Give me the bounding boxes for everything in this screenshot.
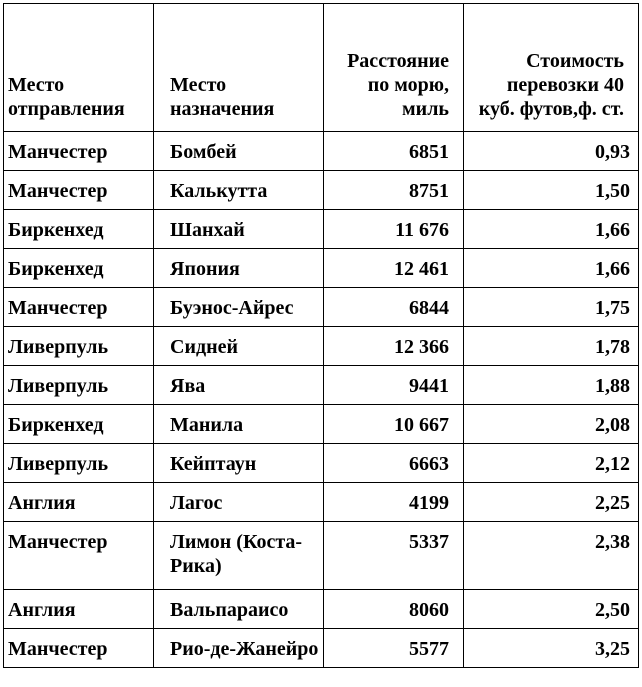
cell-cost: 3,25 xyxy=(464,629,639,668)
cell-distance: 4199 xyxy=(324,483,464,522)
cell-distance: 12 461 xyxy=(324,249,464,288)
cell-origin: Манчестер xyxy=(4,629,154,668)
cell-cost: 1,78 xyxy=(464,327,639,366)
cell-origin: Ливерпуль xyxy=(4,327,154,366)
table-row xyxy=(4,590,639,629)
cell-origin: Англия xyxy=(4,483,154,522)
cell-origin: Биркенхед xyxy=(4,210,154,249)
table-row xyxy=(4,483,639,522)
cell-destination: Кейптаун xyxy=(154,444,324,483)
cell-origin: Манчестер xyxy=(4,288,154,327)
cell-destination: Шанхай xyxy=(154,210,324,249)
header-origin: Место отправления xyxy=(4,4,154,132)
cell-destination: Ява xyxy=(154,366,324,405)
table-row xyxy=(4,444,639,483)
cell-destination: Япония xyxy=(154,249,324,288)
cell-destination: Вальпараисо xyxy=(154,590,324,629)
cell-distance: 5337 xyxy=(324,522,464,590)
table-row xyxy=(4,522,639,590)
cell-origin: Манчестер xyxy=(4,171,154,210)
cell-cost: 1,88 xyxy=(464,366,639,405)
table-header-row xyxy=(4,4,639,132)
table-row xyxy=(4,327,639,366)
cell-cost: 2,25 xyxy=(464,483,639,522)
freight-table-container xyxy=(3,3,638,668)
table-row xyxy=(4,288,639,327)
table-row xyxy=(4,210,639,249)
freight-cost-table xyxy=(3,3,639,668)
cell-cost: 2,38 xyxy=(464,522,639,590)
header-distance: Расстояние по морю, миль xyxy=(324,4,464,132)
cell-cost: 1,66 xyxy=(464,210,639,249)
cell-origin: Биркенхед xyxy=(4,249,154,288)
cell-destination: Сидней xyxy=(154,327,324,366)
cell-distance: 8060 xyxy=(324,590,464,629)
table-row xyxy=(4,249,639,288)
cell-origin: Манчестер xyxy=(4,132,154,171)
header-cost: Стоимость перевозки 40 куб. футов,ф. ст. xyxy=(464,4,639,132)
cell-distance: 8751 xyxy=(324,171,464,210)
table-row xyxy=(4,132,639,171)
cell-destination: Лагос xyxy=(154,483,324,522)
cell-cost: 1,66 xyxy=(464,249,639,288)
cell-distance: 10 667 xyxy=(324,405,464,444)
cell-destination: Рио-де-Жанейро xyxy=(154,629,324,668)
cell-origin: Ливерпуль xyxy=(4,444,154,483)
cell-origin: Ливерпуль xyxy=(4,366,154,405)
cell-distance: 5577 xyxy=(324,629,464,668)
header-destination: Место назначения xyxy=(154,4,324,132)
cell-distance: 11 676 xyxy=(324,210,464,249)
cell-cost: 1,50 xyxy=(464,171,639,210)
cell-cost: 1,75 xyxy=(464,288,639,327)
cell-distance: 12 366 xyxy=(324,327,464,366)
cell-destination: Манила xyxy=(154,405,324,444)
cell-cost: 2,50 xyxy=(464,590,639,629)
cell-distance: 6851 xyxy=(324,132,464,171)
table-row xyxy=(4,629,639,668)
cell-destination: Бомбей xyxy=(154,132,324,171)
cell-destination: Буэнос-Айрес xyxy=(154,288,324,327)
table-row xyxy=(4,171,639,210)
cell-distance: 9441 xyxy=(324,366,464,405)
cell-destination: Калькутта xyxy=(154,171,324,210)
cell-origin: Манчестер xyxy=(4,522,154,590)
cell-destination: Лимон (Коста-Рика) xyxy=(154,522,324,590)
table-row xyxy=(4,405,639,444)
cell-origin: Англия xyxy=(4,590,154,629)
cell-distance: 6844 xyxy=(324,288,464,327)
cell-origin: Биркенхед xyxy=(4,405,154,444)
cell-cost: 2,08 xyxy=(464,405,639,444)
cell-distance: 6663 xyxy=(324,444,464,483)
cell-cost: 2,12 xyxy=(464,444,639,483)
cell-cost: 0,93 xyxy=(464,132,639,171)
table-row xyxy=(4,366,639,405)
